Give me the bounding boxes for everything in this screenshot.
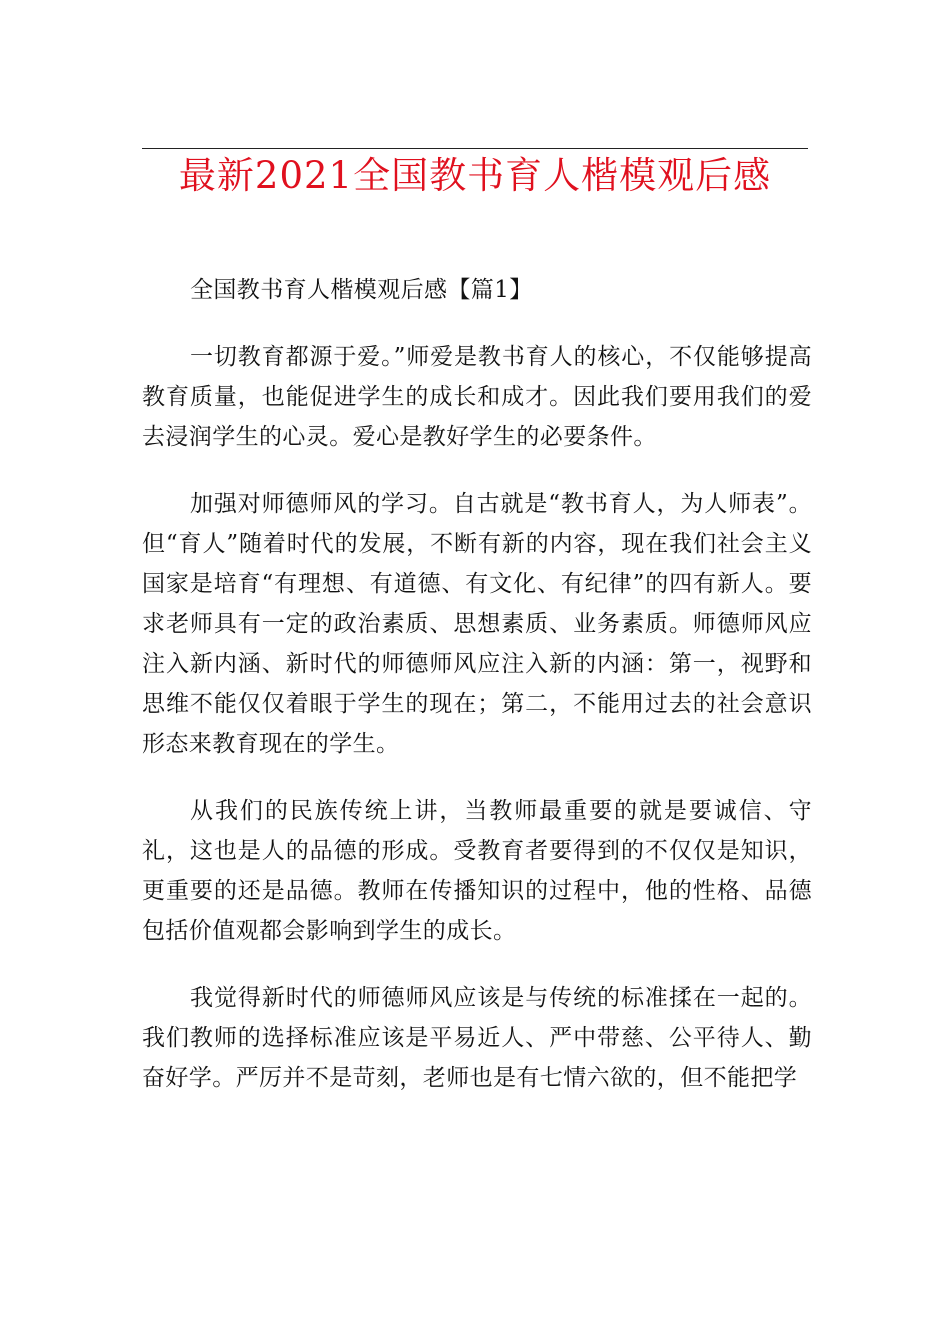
paragraph-4: 我觉得新时代的师德师风应该是与传统的标准揉在一起的。我们教师的选择标准应该是平易近人、严中带慈、公平待人、勤奋好学。严厉并不是苛刻，老师也是有七情六欲的，但不能把学 <box>142 985 812 1091</box>
document-title: 最新2021全国教书育人楷模观后感 <box>178 154 772 197</box>
paragraph-3: 从我们的民族传统上讲，当教师最重要的就是要诚信、守礼，这也是人的品德的形成。受教育者要得到的不仅仅是知识，更重要的还是品德。教师在传播知识的过程中，他的性格、品德包括价值观都会影响到学生的成长。 <box>142 798 812 944</box>
document-body <box>142 270 812 1125</box>
section-heading: 全国教书育人楷模观后感【篇1】 <box>190 277 533 303</box>
paragraph-1: 一切教育都源于爱。”师爱是教书育人的核心，不仅能够提高教育质量，也能促进学生的成长和成才。因此我们要用我们的爱去浸润学生的心灵。爱心是教好学生的必要条件。 <box>142 344 812 450</box>
header-rule <box>142 148 808 149</box>
paragraph-2: 加强对师德师风的学习。自古就是“教书育人，为人师表”。但“育人”随着时代的发展，不断有新的内容，现在我们社会主义国家是培育“有理想、有道德、有文化、有纪律”的四有新人。要求老师具有一定的政治素质、思想素质、业务素质。师德师风应注入新内涵、新时代的师德师风应注入新的内涵：第一，视野和思维不能仅仅着眼于学生的现在；第二，不能用过去的社会意识形态来教育现在的学生。 <box>142 491 812 757</box>
